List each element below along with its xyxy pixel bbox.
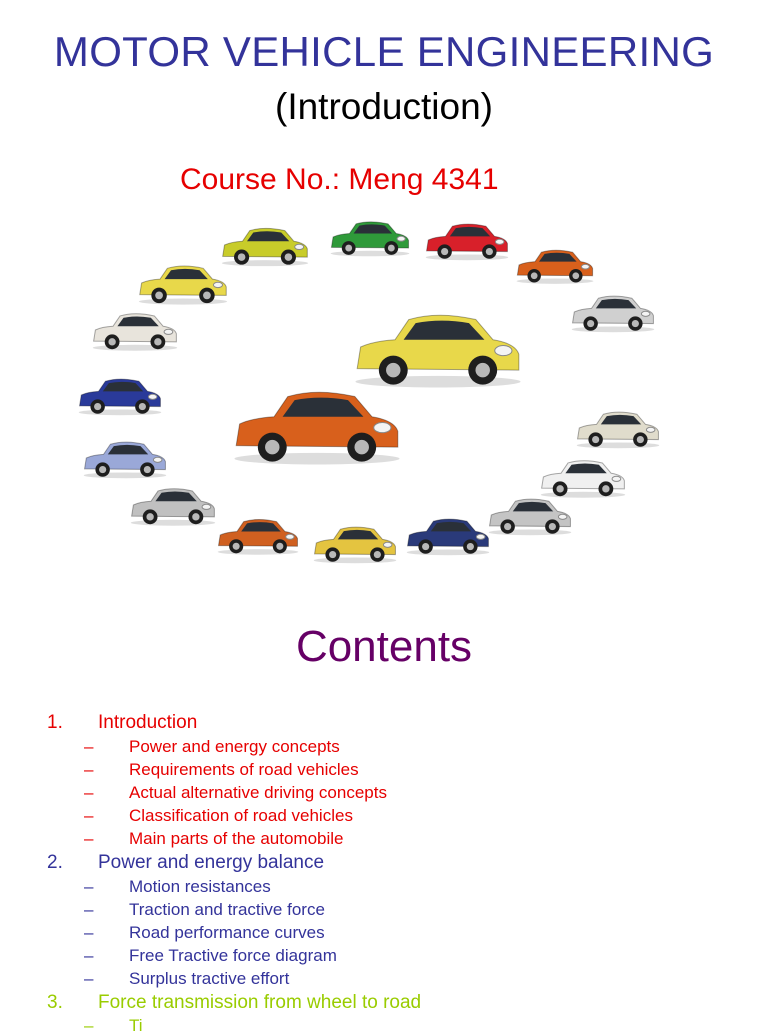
dash-bullet: –: [84, 877, 94, 896]
car-image: [355, 315, 520, 387]
course-number: Course No.: Meng 4341: [180, 163, 499, 196]
car-image: [489, 499, 572, 535]
subsection-label: Ti: [129, 1016, 143, 1035]
dash-bullet: –: [84, 969, 94, 988]
dash-bullet: –: [84, 806, 94, 825]
slide-title: MOTOR VEHICLE ENGINEERING: [53, 28, 715, 75]
car-image: [84, 442, 167, 478]
dash-bullet: –: [84, 900, 94, 919]
car-image: [577, 412, 660, 448]
dash-bullet: –: [84, 923, 94, 942]
car-image: [234, 392, 399, 464]
contents-slide: [0, 600, 768, 1035]
subsection-label: Actual alternative driving concepts: [129, 783, 387, 802]
car-image: [426, 224, 509, 260]
contents-title: Contents: [295, 622, 473, 671]
dash-bullet: –: [84, 737, 94, 756]
slide-subtitle: (Introduction): [275, 86, 493, 127]
subsection-label: Free Tractive force diagram: [129, 946, 337, 965]
car-image: [79, 379, 162, 415]
car-image: [222, 228, 308, 266]
car-image: [218, 519, 299, 554]
dash-bullet: –: [84, 760, 94, 779]
car-image: [139, 266, 227, 305]
subsection-label: Surplus tractive effort: [129, 969, 290, 988]
subsection-label: Main parts of the automobile: [129, 829, 344, 848]
car-image: [572, 296, 655, 332]
section-label: Introduction: [98, 712, 198, 733]
subsection-label: Requirements of road vehicles: [129, 760, 359, 779]
car-image: [93, 314, 177, 351]
dash-bullet: –: [84, 946, 94, 965]
dash-bullet: –: [84, 783, 94, 802]
car-image: [331, 222, 410, 256]
dash-bullet: –: [84, 1016, 94, 1035]
subsection-label: Classification of road vehicles: [129, 806, 353, 825]
contents-list: [0, 600, 768, 1035]
section-number: 2.: [47, 852, 63, 873]
subsection-label: Traction and tractive force: [129, 900, 325, 919]
car-image: [407, 519, 490, 555]
section-number: 1.: [47, 712, 63, 733]
car-image: [131, 489, 215, 526]
car-image: [517, 250, 594, 284]
section-label: Force transmission from wheel to road: [98, 992, 422, 1013]
subsection-label: Power and energy concepts: [129, 737, 340, 756]
car-image: [541, 461, 625, 498]
car-image: [314, 527, 397, 563]
section-label: Power and energy balance: [98, 852, 325, 873]
subsection-label: Road performance curves: [129, 923, 325, 942]
dash-bullet: –: [84, 829, 94, 848]
subsection-label: Motion resistances: [129, 877, 271, 896]
section-number: 3.: [47, 992, 63, 1013]
